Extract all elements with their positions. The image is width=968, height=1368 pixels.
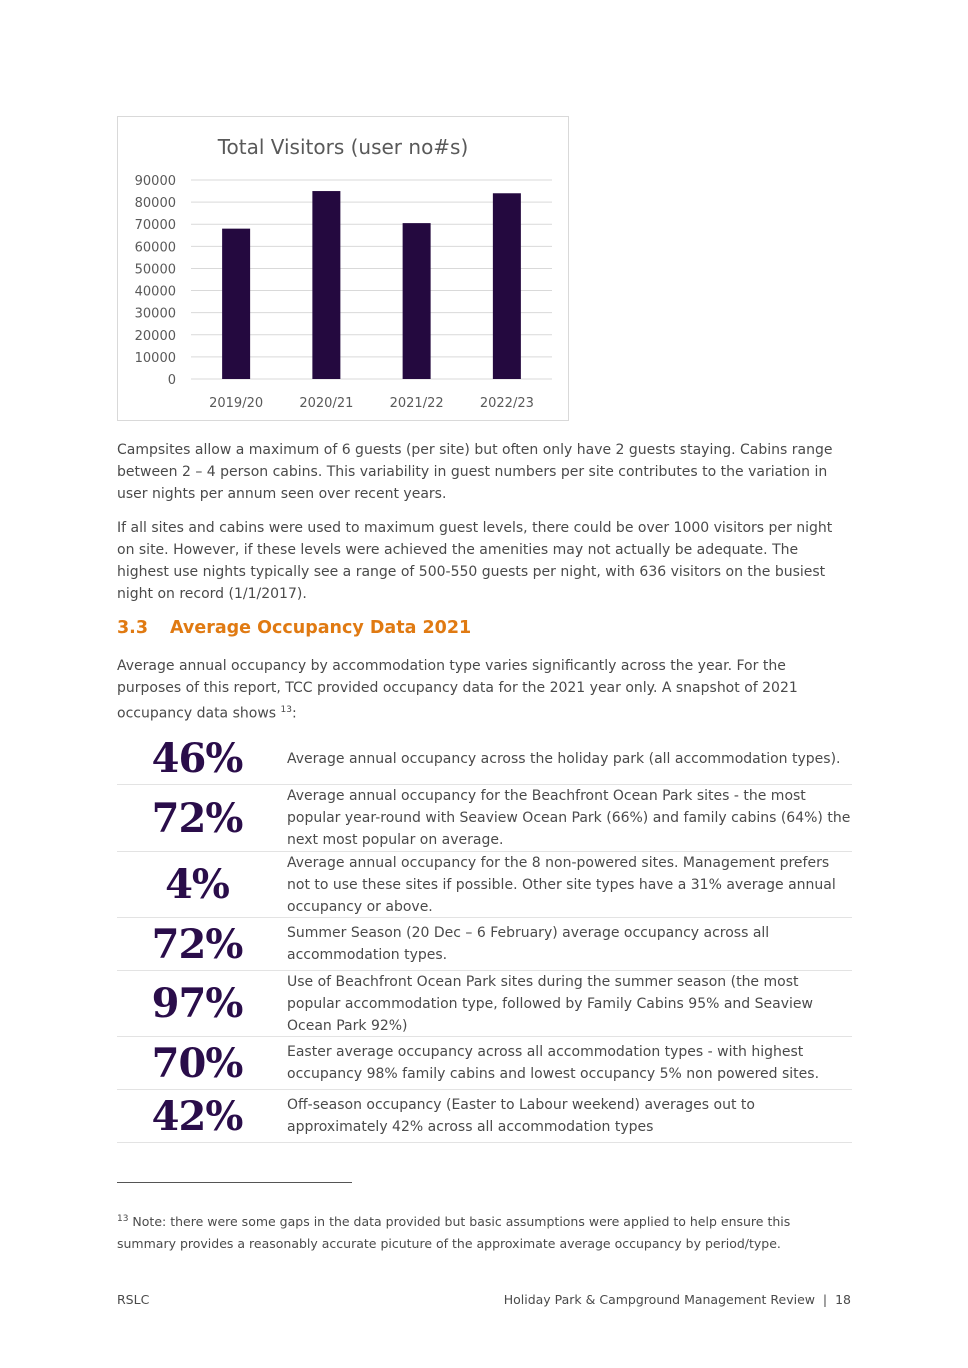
paragraph-guest-capacity: Campsites allow a maximum of 6 guests (per site) but often only have 2 guests staying. Cabins range between 2 – 4 person cabins. This variability in guest numbers per site contributes to the variation in user nights per annum seen over recent years.: [117, 442, 833, 502]
stat-description: Average annual occupancy for the 8 non-powered sites. Management prefers not to use these sites if possible. Other site types have a 31% average annual occupancy or above.: [287, 854, 836, 915]
section-title: Average Occupancy Data 2021: [170, 618, 472, 638]
y-tick-label: 50000: [134, 262, 176, 278]
x-tick-label: 2022/23: [479, 396, 534, 411]
bar: [493, 193, 521, 379]
stat-percentage: 72%: [151, 794, 243, 842]
stat-row: [117, 1090, 852, 1143]
intro-text: Average annual occupancy by accommodation type varies significantly across the year. For the purposes of this report, TCC provided occupancy data for the 2021 year only. A snapshot of 2021 occupancy data shows: [117, 658, 798, 722]
stat-percentage: 42%: [151, 1092, 243, 1140]
y-tick-label: 30000: [134, 306, 176, 322]
section-heading: [117, 618, 471, 638]
stat-description: Easter average occupancy across all accommodation types - with highest occupancy 98% family cabins and lowest occupancy 5% non powered sites.: [287, 1044, 820, 1082]
y-tick-label: 70000: [134, 218, 176, 234]
footnote: [117, 1208, 852, 1255]
stat-row: [117, 785, 852, 852]
x-tick-label: 2019/20: [209, 396, 264, 411]
footer-page-info: Holiday Park & Campground Management Review | 18: [503, 1292, 851, 1307]
stat-percentage: 97%: [151, 980, 243, 1027]
stat-percentage: 46%: [151, 735, 243, 782]
paragraph-max-visitors: If all sites and cabins were used to maximum guest levels, there could be over 1000 visitors per night on site. However, if these levels were achieved the amenities may not actually be adequate. The highest use nights typically see a range of 500-550 guests per night, with 636 visitors on the busiest night on record (1/1/2017).: [117, 520, 833, 602]
footnote-text: Note: there were some gaps in the data provided but basic assumptions were applied to help ensure this summary provides a reasonably accurate picuture of the approximate average occupancy by period/type.: [117, 1214, 791, 1252]
y-tick-label: 10000: [134, 350, 176, 366]
stat-row: [117, 918, 852, 971]
stat-row: [117, 1037, 852, 1090]
y-tick-label: 90000: [134, 174, 176, 189]
x-tick-label: 2020/21: [299, 396, 354, 411]
bar: [403, 223, 431, 379]
footer-org: RSLC: [117, 1292, 150, 1307]
occupancy-stats-table: [117, 733, 852, 1143]
stat-description: Summer Season (20 Dec – 6 February) average occupancy across all accommodation types.: [287, 925, 770, 963]
stat-percentage: 70%: [151, 1039, 243, 1087]
y-tick-label: 20000: [134, 328, 176, 344]
footnote-ref[interactable]: 13: [280, 705, 292, 715]
total-visitors-chart: [117, 116, 569, 421]
chart-svg: [118, 117, 568, 420]
footnote-divider: [117, 1182, 352, 1183]
intro-colon: :: [291, 705, 297, 722]
stat-description: Average annual occupancy across the holiday park (all accommodation types).: [287, 750, 841, 767]
stat-description: Off-season occupancy (Easter to Labour weekend) averages out to approximately 42% across all accommodation types: [287, 1097, 755, 1135]
x-tick-label: 2021/22: [389, 396, 444, 411]
y-tick-label: 60000: [134, 240, 176, 256]
section-number: 3.3: [117, 618, 149, 638]
stat-description: Use of Beachfront Ocean Park sites during the summer season (the most popular accommodation type, followed by Family Cabins 95% and Seaview Ocean Park 92%): [287, 973, 813, 1034]
stat-row: [117, 733, 852, 785]
y-tick-label: 0: [167, 373, 176, 388]
stat-percentage: 72%: [151, 920, 243, 968]
y-tick-label: 40000: [134, 284, 176, 300]
chart-title: Total Visitors (user no#s): [217, 135, 469, 159]
bar: [222, 229, 250, 379]
stat-row: [117, 852, 852, 918]
stat-description: Average annual occupancy for the Beachfront Ocean Park sites - the most popular year-round with Seaview Ocean Park (66%) and family cabins (64%) the next most popular on average.: [287, 788, 851, 848]
stat-percentage: 4%: [165, 861, 229, 908]
stat-row: [117, 971, 852, 1037]
bar: [312, 191, 340, 379]
paragraph-occupancy-intro: [117, 655, 852, 725]
footnote-marker: 13: [117, 1214, 129, 1224]
y-tick-label: 80000: [134, 196, 176, 212]
